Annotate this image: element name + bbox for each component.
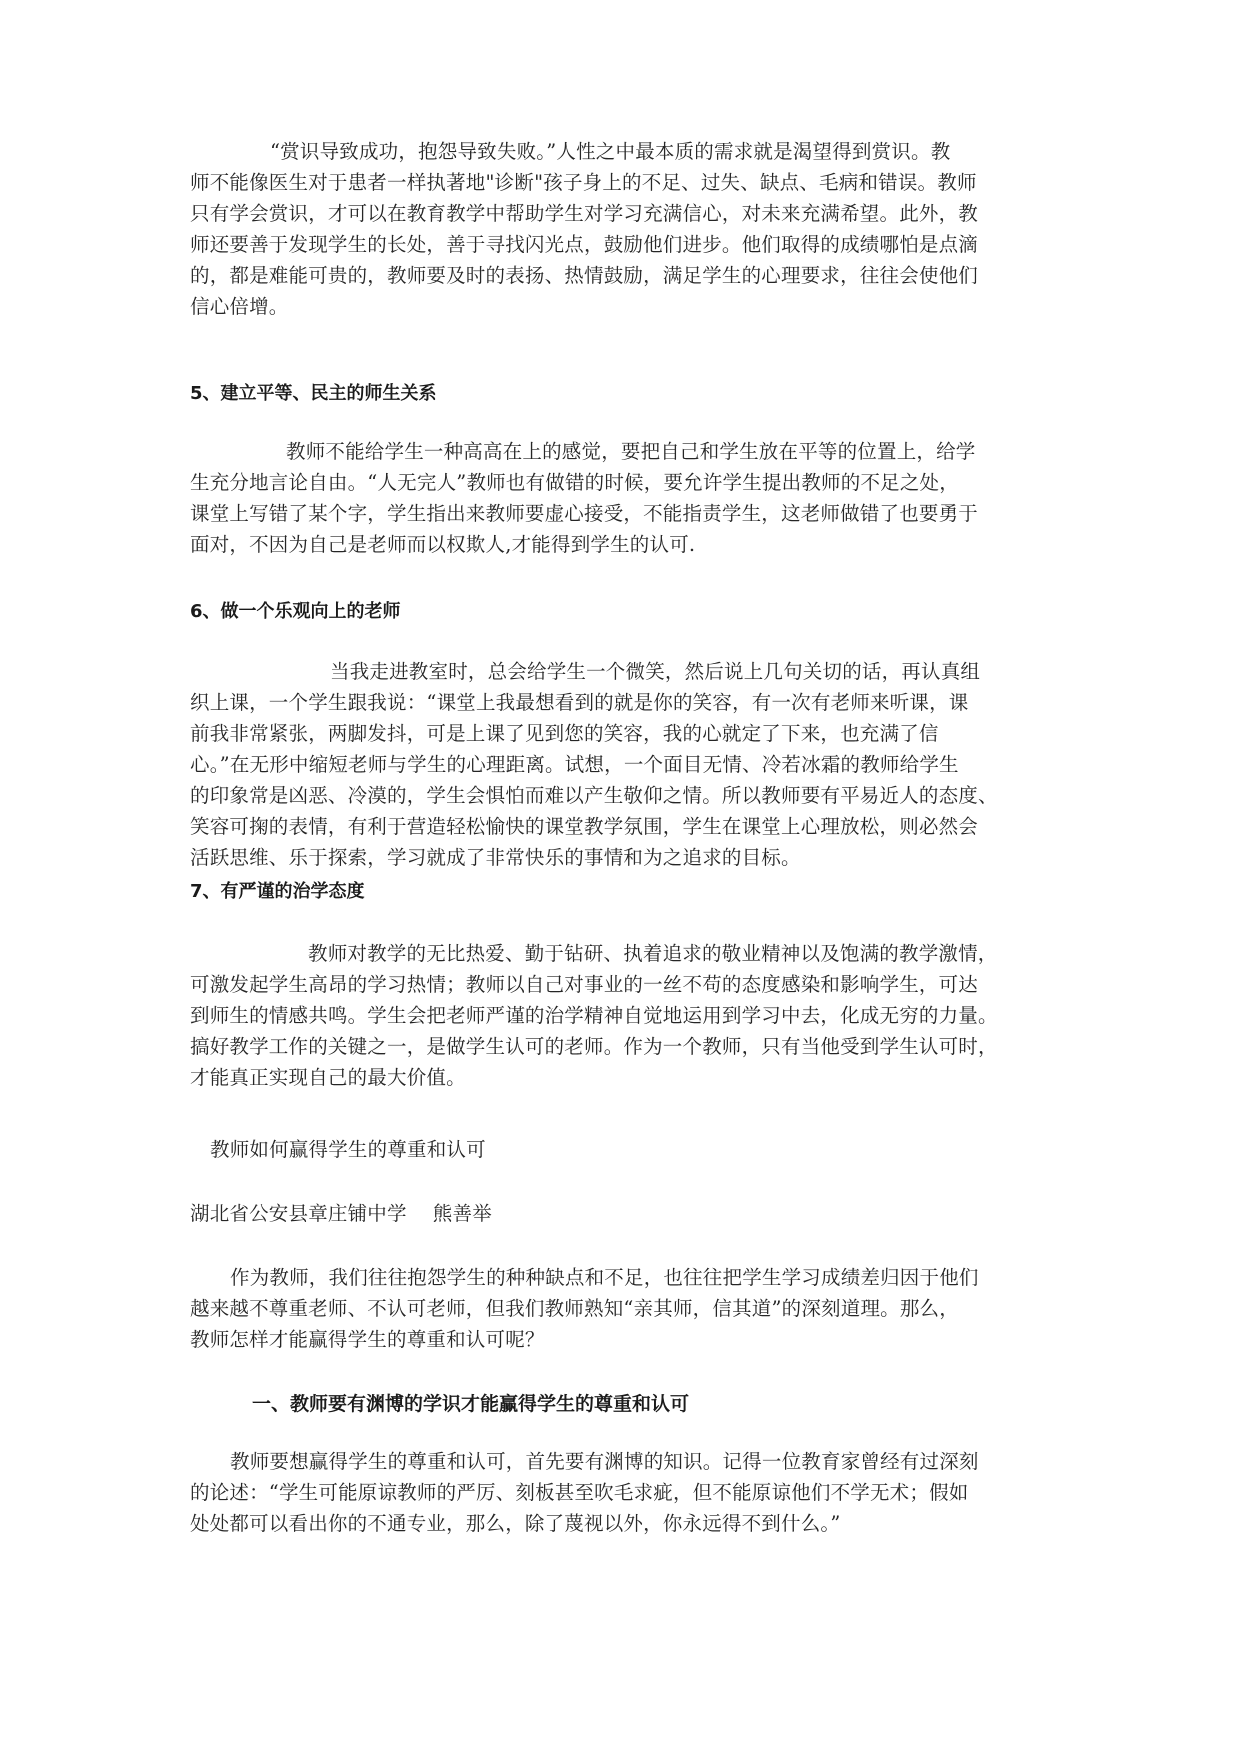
paragraph-line: 的印象常是凶恶、冷漠的，学生会惧怕而难以产生敬仰之情。所以教师要有平易近人的态度、 [190, 784, 998, 807]
paragraph-line: 越来越不尊重老师、不认可老师，但我们教师熟知“亲其师，信其道”的深刻道理。那么， [190, 1297, 959, 1320]
paragraph-line: 笑容可掬的表情，有利于营造轻松愉快的课堂教学氛围，学生在课堂上心理放松，则必然会 [190, 815, 979, 838]
paragraph-line: 教师怎样才能赢得学生的尊重和认可呢？ [190, 1328, 545, 1351]
paragraph-line: 课堂上写错了某个字，学生指出来教师要虚心接受，不能指责学生，这老师做错了也要勇于 [190, 502, 979, 525]
heading-text: 一、教师要有渊博的学识才能赢得学生的尊重和认可 [252, 1393, 690, 1415]
section-heading-7 [190, 878, 1052, 906]
paragraph-line: 教师对教学的无比热爱、勤于钻研、执着追求的敬业精神以及饱满的教学激情， [308, 942, 998, 965]
heading-text: 5、建立平等、民主的师生关系 [190, 383, 437, 404]
paragraph-line: 作为教师，我们往往抱怨学生的种种缺点和不足，也往往把学生学习成绩差归因于他们 [230, 1266, 979, 1289]
article-title [190, 1134, 1052, 1165]
paragraph-line: 前我非常紧张，两脚发抖，可是上课了见到您的笑容，我的心就定了下来，也充满了信 [190, 722, 939, 745]
paragraph-line: 师不能像医生对于患者一样执著地"诊断"孩子身上的不足、过失、缺点、毛病和错误。教师 [190, 171, 977, 194]
paragraph-knowledge [190, 1446, 1052, 1539]
paragraph-appreciation [190, 136, 1052, 322]
paragraph-line: 教师要想赢得学生的尊重和认可，首先要有渊博的知识。记得一位教育家曾经有过深刻 [230, 1450, 979, 1473]
paragraph-line: 只有学会赏识，才可以在教育教学中帮助学生对学习充满信心，对未来充满希望。此外，教 [190, 202, 979, 225]
paragraph-line: 可激发起学生高昂的学习热情；教师以自己对事业的一丝不苟的态度感染和影响学生，可达 [190, 973, 979, 996]
author-line [190, 1198, 1052, 1229]
paragraph-line: 搞好教学工作的关键之一，是做学生认可的老师。作为一个教师，只有当他受到学生认可时， [190, 1035, 998, 1058]
heading-text: 7、有严谨的治学态度 [190, 881, 365, 902]
paragraph-line: 信心倍增。 [190, 295, 289, 318]
author-text: 湖北省公安县章庄铺中学 熊善举 [190, 1202, 492, 1225]
paragraph-rigor [190, 938, 1052, 1093]
paragraph-optimism [190, 656, 1052, 873]
paragraph-line: 面对，不因为自己是老师而以权欺人,才能得到学生的认可. [190, 533, 696, 556]
paragraph-line: 活跃思维、乐于探索，学习就成了非常快乐的事情和为之追求的目标。 [190, 846, 801, 869]
paragraph-line: 处处都可以看出你的不通专业，那么，除了蔑视以外，你永远得不到什么。” [190, 1512, 841, 1535]
paragraph-line: 师还要善于发现学生的长处，善于寻找闪光点，鼓励他们进步。他们取得的成绩哪怕是点滴 [190, 233, 979, 256]
section-heading-one [190, 1390, 1052, 1418]
section-heading-6 [190, 598, 1052, 626]
paragraph-line: 织上课，一个学生跟我说：“课堂上我最想看到的就是你的笑容，有一次有老师来听课，课 [190, 691, 969, 714]
paragraph-equality [190, 436, 1052, 560]
paragraph-line: 教师不能给学生一种高高在上的感觉，要把自己和学生放在平等的位置上，给学 [286, 440, 976, 463]
paragraph-line: 的，都是难能可贵的，教师要及时的表扬、热情鼓励，满足学生的心理要求，往往会使他们 [190, 264, 979, 287]
paragraph-line: 到师生的情感共鸣。学生会把老师严谨的治学精神自觉地运用到学习中去，化成无穷的力量。 [190, 1004, 998, 1027]
paragraph-line: 的论述：“学生可能原谅教师的严厉、刻板甚至吹毛求疵，但不能原谅他们不学无术；假如 [190, 1481, 969, 1504]
paragraph-introduction [190, 1262, 1052, 1355]
paragraph-line: 生充分地言论自由。“人无完人”教师也有做错的时候，要允许学生提出教师的不足之处， [190, 471, 959, 494]
title-text: 教师如何赢得学生的尊重和认可 [210, 1138, 486, 1161]
paragraph-line: “赏识导致成功，抱怨导致失败。”人性之中最本质的需求就是渴望得到赏识。教 [270, 140, 951, 163]
paragraph-line: 当我走进教室时，总会给学生一个微笑，然后说上几句关切的话，再认真组 [330, 660, 981, 683]
heading-text: 6、做一个乐观向上的老师 [190, 601, 401, 622]
paragraph-line: 心。”在无形中缩短老师与学生的心理距离。试想，一个面目无情、冷若冰霜的教师给学生 [190, 753, 959, 776]
paragraph-line: 才能真正实现自己的最大价值。 [190, 1066, 466, 1089]
section-heading-5 [190, 380, 1052, 408]
